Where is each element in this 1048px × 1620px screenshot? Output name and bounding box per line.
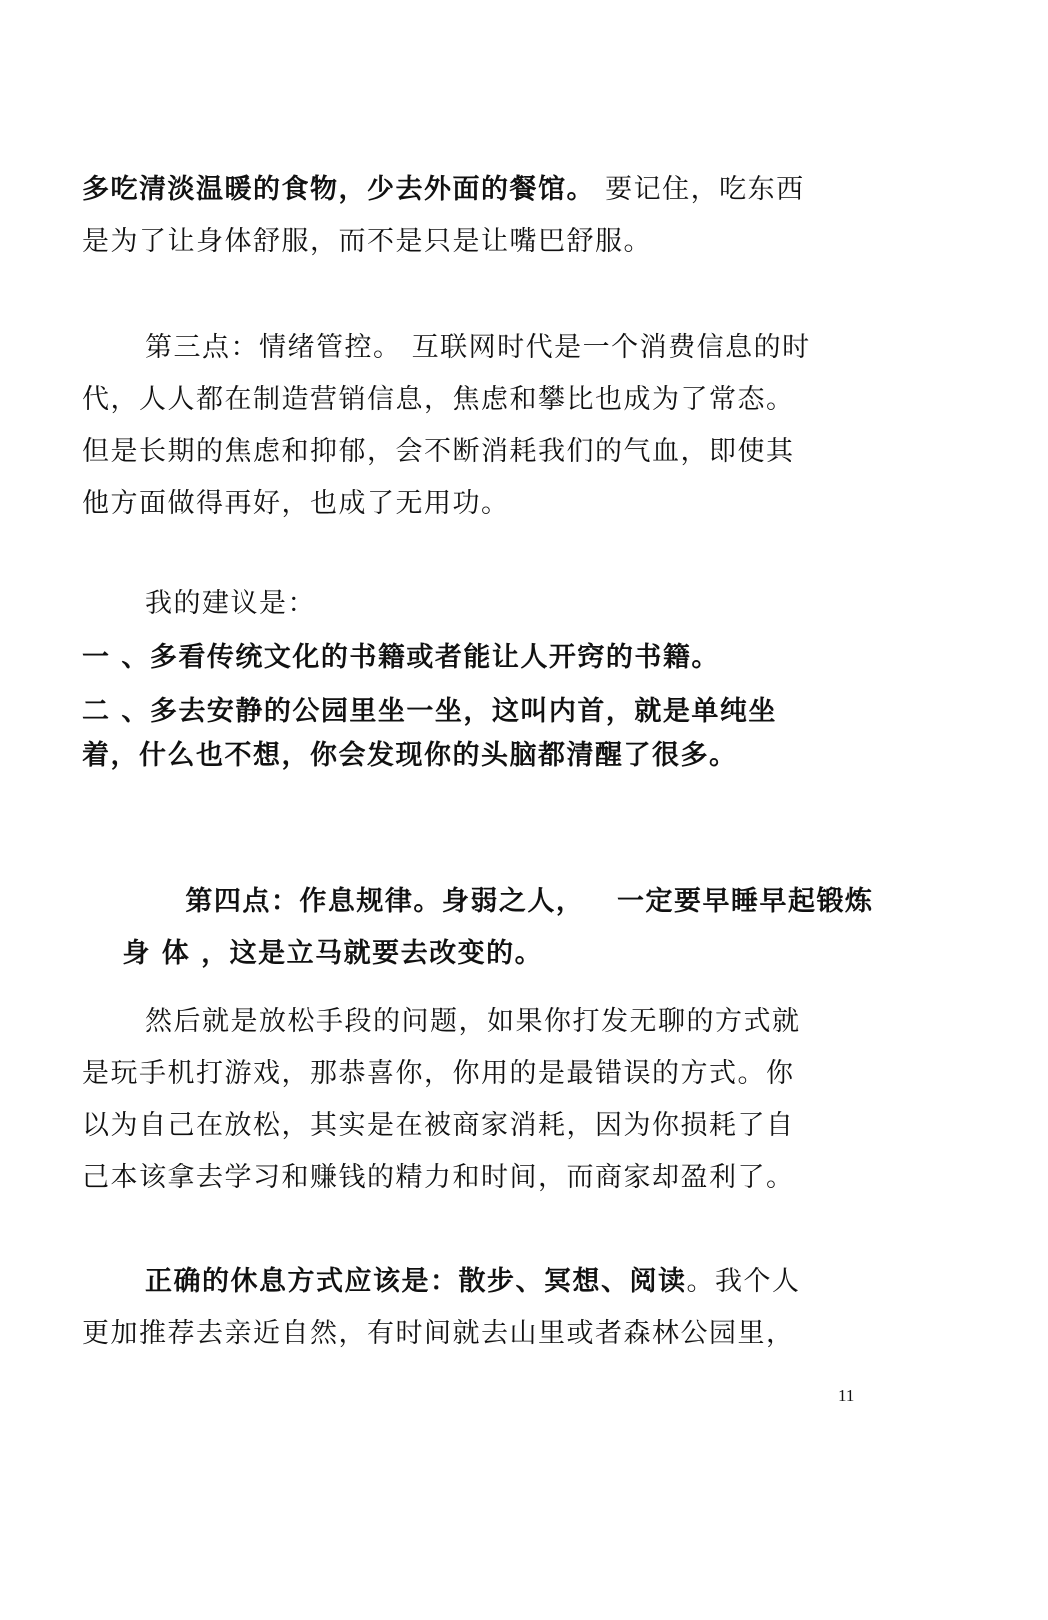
body-text: 他方面做得再好，也成了无用功。 bbox=[82, 488, 510, 519]
text-line bbox=[145, 848, 874, 917]
list-item-continued bbox=[82, 738, 862, 774]
text-line bbox=[82, 900, 862, 969]
text-line bbox=[145, 1264, 865, 1300]
body-text: 然后就是放松手段的问题，如果你打发无聊的方式就 bbox=[145, 1006, 801, 1037]
suggestion-two: 二 、多去安静的公园里坐一坐，这叫内首，就是单纯坐 bbox=[82, 696, 777, 727]
list-item bbox=[82, 640, 862, 676]
text-line bbox=[82, 1108, 862, 1144]
section-heading-emotion: 第三点：情绪管控。 互联网时代是一个消费信息的时 bbox=[145, 332, 811, 363]
suggestion-intro: 我的建议是： bbox=[145, 588, 316, 619]
text-line bbox=[82, 1316, 862, 1352]
text-line bbox=[82, 224, 862, 260]
text-line bbox=[82, 486, 862, 522]
body-text: 以为自己在放松，其实是在被商家消耗，因为你损耗了自 bbox=[82, 1110, 795, 1141]
bold-text: 多吃清淡温暖的食物，少去外面的餐馆。 bbox=[82, 174, 595, 205]
rest-methods-heading: 正确的休息方式应该是：散步、冥想、阅读 bbox=[145, 1266, 687, 1297]
body-text: 己本该拿去学习和赚钱的精力和时间，而商家却盈利了。 bbox=[82, 1162, 795, 1193]
list-item bbox=[82, 694, 862, 730]
text-line bbox=[82, 434, 862, 470]
bold-text: 身 体 ，这是立马就要去改变的。 bbox=[122, 938, 544, 969]
suggestion-two-cont: 着，什么也不想，你会发现你的头脑都清醒了很多。 bbox=[82, 740, 738, 771]
section-heading-schedule: 第四点：作息规律。身弱之人， 一定要早睡早起锻炼 bbox=[185, 886, 874, 917]
text-line bbox=[145, 1004, 865, 1040]
body-text: 更加推荐去亲近自然，有时间就去山里或者森林公园里， bbox=[82, 1318, 795, 1349]
text-line bbox=[82, 172, 862, 208]
text-line bbox=[82, 382, 862, 418]
page-number: 11 bbox=[838, 1386, 855, 1405]
suggestion-one: 一 、多看传统文化的书籍或者能让人开窍的书籍。 bbox=[82, 642, 720, 673]
body-text: 。我个人 bbox=[686, 1266, 801, 1297]
body-text: 但是长期的焦虑和抑郁，会不断消耗我们的气血，即使其 bbox=[82, 436, 795, 467]
text-line bbox=[145, 586, 865, 622]
text-line bbox=[82, 1056, 862, 1092]
body-text: 是玩手机打游戏，那恭喜你，你用的是最错误的方式。你 bbox=[82, 1058, 795, 1089]
text-line bbox=[145, 330, 865, 366]
body-text: 代，人人都在制造营销信息，焦虑和攀比也成为了常态。 bbox=[82, 384, 795, 415]
text-line bbox=[82, 1160, 862, 1196]
body-text: 要记住，吃东西 bbox=[595, 174, 805, 205]
body-text: 是为了让身体舒服，而不是只是让嘴巴舒服。 bbox=[82, 226, 652, 257]
